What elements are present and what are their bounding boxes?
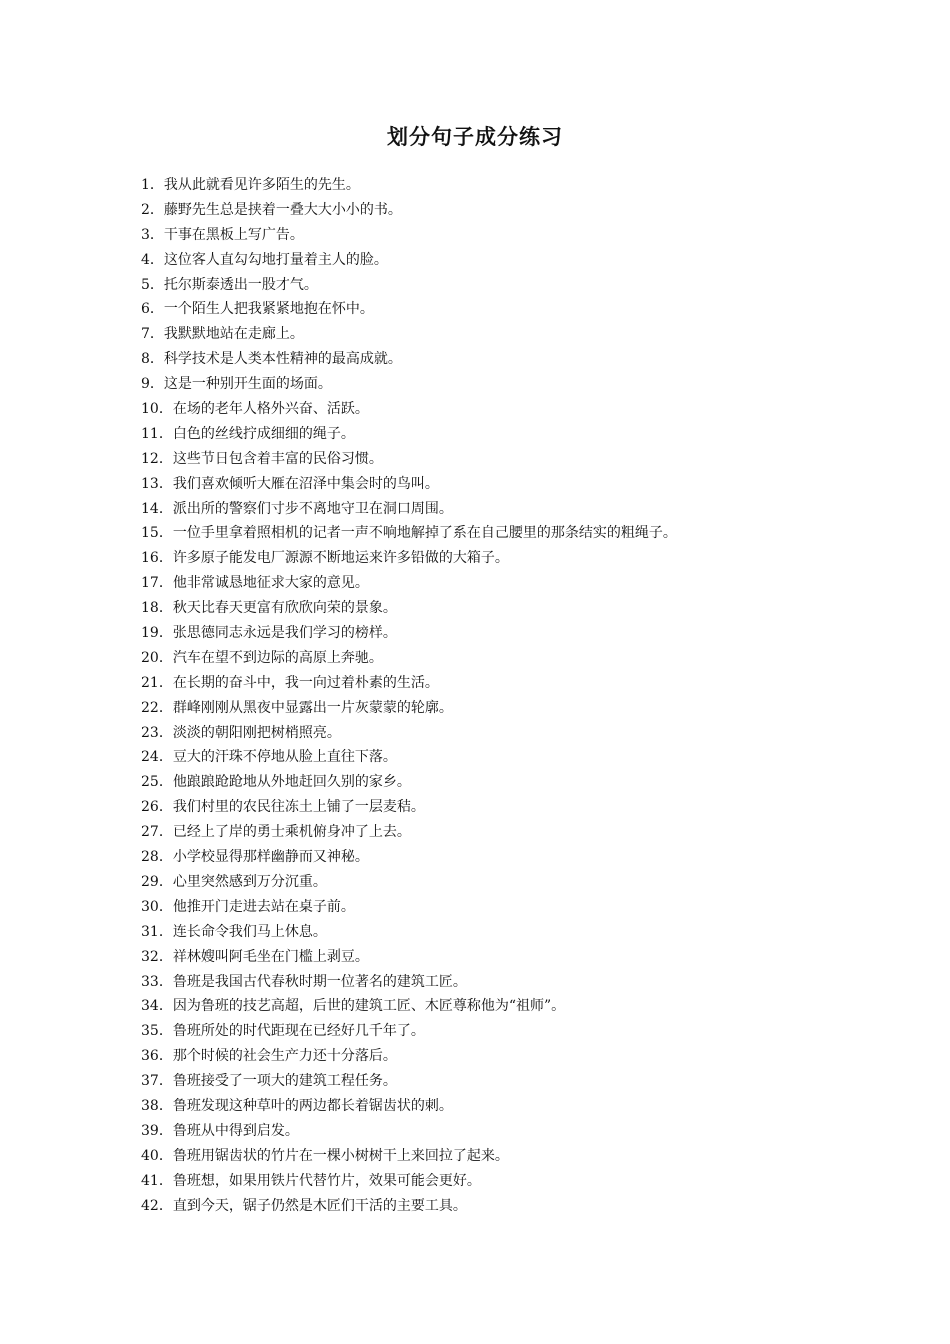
sentence-text: 他踉踉跄跄地从外地赶回久别的家乡。 — [172, 774, 411, 791]
sentence-text: 他推开门走进去站在桌子前。 — [172, 898, 355, 915]
sentence-number: 23． — [141, 724, 173, 741]
sentence-item — [141, 745, 931, 770]
sentence-text: 在场的老年人格外兴奋、活跃。 — [172, 401, 369, 418]
sentence-text: 直到今天，锯子仍然是木匠们干活的主要工具。 — [172, 1197, 467, 1214]
sentence-item — [141, 173, 931, 198]
sentence-item — [141, 1094, 931, 1119]
sentence-item — [141, 297, 931, 322]
sentence-item — [141, 472, 931, 497]
sentence-text: 一个陌生人把我紧紧地抱在怀中。 — [163, 301, 374, 318]
sentence-number: 31． — [141, 923, 173, 940]
sentence-list — [141, 173, 931, 1218]
sentence-number: 15． — [141, 525, 173, 542]
sentence-number: 12． — [141, 450, 173, 467]
sentence-number: 36． — [141, 1048, 173, 1065]
sentence-text: 鲁班从中得到启发。 — [172, 1122, 299, 1139]
sentence-item — [141, 1019, 931, 1044]
sentence-number: 38． — [141, 1097, 173, 1114]
sentence-number: 7． — [141, 326, 164, 343]
sentence-item — [141, 546, 931, 571]
sentence-text: 这位客人直勾勾地打量着主人的脸。 — [163, 251, 388, 268]
sentence-text: 鲁班所处的时代距现在已经好几千年了。 — [172, 1023, 425, 1040]
sentence-number: 25． — [141, 774, 173, 791]
sentence-number: 20． — [141, 649, 173, 666]
sentence-item — [141, 920, 931, 945]
sentence-text: 一位手里拿着照相机的记者一声不响地解掉了系在自己腰里的那条结实的粗绳子。 — [172, 525, 677, 542]
sentence-text: 我从此就看见许多陌生的先生。 — [163, 177, 360, 193]
sentence-item — [141, 895, 931, 920]
sentence-text: 豆大的汗珠不停地从脸上直往下落。 — [172, 749, 397, 766]
sentence-text: 我们喜欢倾听大雁在沼泽中集会时的鸟叫。 — [172, 475, 439, 492]
sentence-item — [141, 223, 931, 248]
sentence-item — [141, 994, 931, 1019]
sentence-text: 我默默地站在走廊上。 — [163, 326, 304, 343]
sentence-item — [141, 273, 931, 298]
sentence-number: 42． — [141, 1197, 173, 1214]
sentence-number: 3． — [141, 226, 164, 243]
sentence-text: 张思德同志永远是我们学习的榜样。 — [172, 625, 397, 642]
sentence-item — [141, 1194, 931, 1219]
sentence-text: 他非常诚恳地征求大家的意见。 — [172, 575, 369, 592]
sentence-number: 10． — [141, 401, 173, 418]
sentence-item — [141, 696, 931, 721]
sentence-item — [141, 372, 931, 397]
sentence-number: 5． — [141, 276, 164, 293]
sentence-item — [141, 1169, 931, 1194]
sentence-item — [141, 248, 931, 273]
sentence-text: 汽车在望不到边际的高原上奔驰。 — [172, 649, 383, 666]
sentence-number: 4． — [141, 251, 164, 268]
sentence-text: 小学校显得那样幽静而又神秘。 — [172, 849, 369, 866]
sentence-item — [141, 347, 931, 372]
sentence-number: 24． — [141, 749, 173, 766]
sentence-number: 22． — [141, 699, 173, 716]
sentence-text: 已经上了岸的勇士乘机俯身冲了上去。 — [172, 824, 411, 841]
sentence-item — [141, 198, 931, 223]
sentence-item — [141, 795, 931, 820]
sentence-item — [141, 945, 931, 970]
sentence-number: 19． — [141, 625, 173, 642]
sentence-number: 41． — [141, 1172, 173, 1189]
sentence-item — [141, 1119, 931, 1144]
sentence-number: 6． — [141, 301, 164, 318]
sentence-number: 30． — [141, 898, 173, 915]
sentence-item — [141, 770, 931, 795]
sentence-item — [141, 621, 931, 646]
sentence-number: 1． — [141, 177, 164, 193]
sentence-text: 藤野先生总是挟着一叠大大小小的书。 — [163, 201, 402, 218]
sentence-text: 白色的丝线拧成细细的绳子。 — [172, 425, 355, 442]
sentence-text: 鲁班接受了一项大的建筑工程任务。 — [172, 1073, 397, 1090]
sentence-number: 8． — [141, 351, 164, 368]
sentence-text: 淡淡的朝阳刚把树梢照亮。 — [172, 724, 341, 741]
sentence-number: 40． — [141, 1147, 173, 1164]
sentence-number: 34． — [141, 998, 173, 1015]
sentence-text: 群峰刚刚从黑夜中显露出一片灰蒙蒙的轮廓。 — [172, 699, 453, 716]
sentence-text: 那个时候的社会生产力还十分落后。 — [172, 1048, 397, 1065]
sentence-number: 14． — [141, 500, 173, 517]
sentence-item — [141, 397, 931, 422]
sentence-item — [141, 447, 931, 472]
sentence-number: 28． — [141, 849, 173, 866]
sentence-number: 33． — [141, 973, 173, 990]
sentence-text: 鲁班是我国古代春秋时期一位著名的建筑工匠。 — [172, 973, 467, 990]
page-title: 划分句子成分练习 — [387, 124, 563, 149]
sentence-item — [141, 1044, 931, 1069]
sentence-number: 26． — [141, 799, 173, 816]
sentence-item — [141, 646, 931, 671]
sentence-number: 11． — [141, 425, 173, 442]
sentence-text: 许多原子能发电厂源源不断地运来许多铅做的大箱子。 — [172, 550, 509, 567]
sentence-item — [141, 1144, 931, 1169]
sentence-item — [141, 521, 931, 546]
sentence-item — [141, 671, 931, 696]
sentence-item — [141, 870, 931, 895]
sentence-item — [141, 497, 931, 522]
sentence-text: 派出所的警察们寸步不离地守卫在洞口周围。 — [172, 500, 453, 517]
sentence-number: 18． — [141, 600, 173, 617]
sentence-item — [141, 970, 931, 995]
sentence-number: 39． — [141, 1122, 173, 1139]
sentence-item — [141, 596, 931, 621]
sentence-text: 鲁班用锯齿状的竹片在一棵小树树干上来回拉了起来。 — [172, 1147, 509, 1164]
sentence-text: 祥林嫂叫阿毛坐在门槛上剥豆。 — [172, 948, 369, 965]
sentence-text: 我们村里的农民往冻土上铺了一层麦秸。 — [172, 799, 425, 816]
sentence-item — [141, 571, 931, 596]
sentence-text: 鲁班想，如果用铁片代替竹片，效果可能会更好。 — [172, 1172, 481, 1189]
sentence-number: 16． — [141, 550, 173, 567]
sentence-item — [141, 721, 931, 746]
sentence-number: 17． — [141, 575, 173, 592]
sentence-text: 心里突然感到万分沉重。 — [172, 873, 327, 890]
sentence-text: 连长命令我们马上休息。 — [172, 923, 327, 940]
sentence-number: 27． — [141, 824, 173, 841]
sentence-number: 2． — [141, 201, 164, 218]
sentence-number: 32． — [141, 948, 173, 965]
sentence-text: 因为鲁班的技艺高超，后世的建筑工匠、木匠尊称他为“祖师”。 — [172, 998, 566, 1015]
sentence-number: 13． — [141, 475, 173, 492]
sentence-text: 科学技术是人类本性精神的最高成就。 — [163, 351, 402, 368]
sentence-number: 9． — [141, 376, 164, 393]
sentence-item — [141, 820, 931, 845]
sentence-item — [141, 1069, 931, 1094]
sentence-text: 在长期的奋斗中，我一向过着朴素的生活。 — [172, 674, 439, 691]
sentence-item — [141, 845, 931, 870]
sentence-text: 干事在黑板上写广告。 — [163, 226, 304, 243]
sentence-number: 37． — [141, 1073, 173, 1090]
sentence-number: 29． — [141, 873, 173, 890]
sentence-text: 秋天比春天更富有欣欣向荣的景象。 — [172, 600, 397, 617]
sentence-item — [141, 322, 931, 347]
sentence-text: 这些节日包含着丰富的民俗习惯。 — [172, 450, 383, 467]
sentence-text: 鲁班发现这种草叶的两边都长着锯齿状的刺。 — [172, 1097, 453, 1114]
sentence-text: 托尔斯泰透出一股才气。 — [163, 276, 318, 293]
sentence-text: 这是一种别开生面的场面。 — [163, 376, 332, 393]
sentence-number: 21． — [141, 674, 173, 691]
sentence-item — [141, 422, 931, 447]
sentence-number: 35． — [141, 1023, 173, 1040]
